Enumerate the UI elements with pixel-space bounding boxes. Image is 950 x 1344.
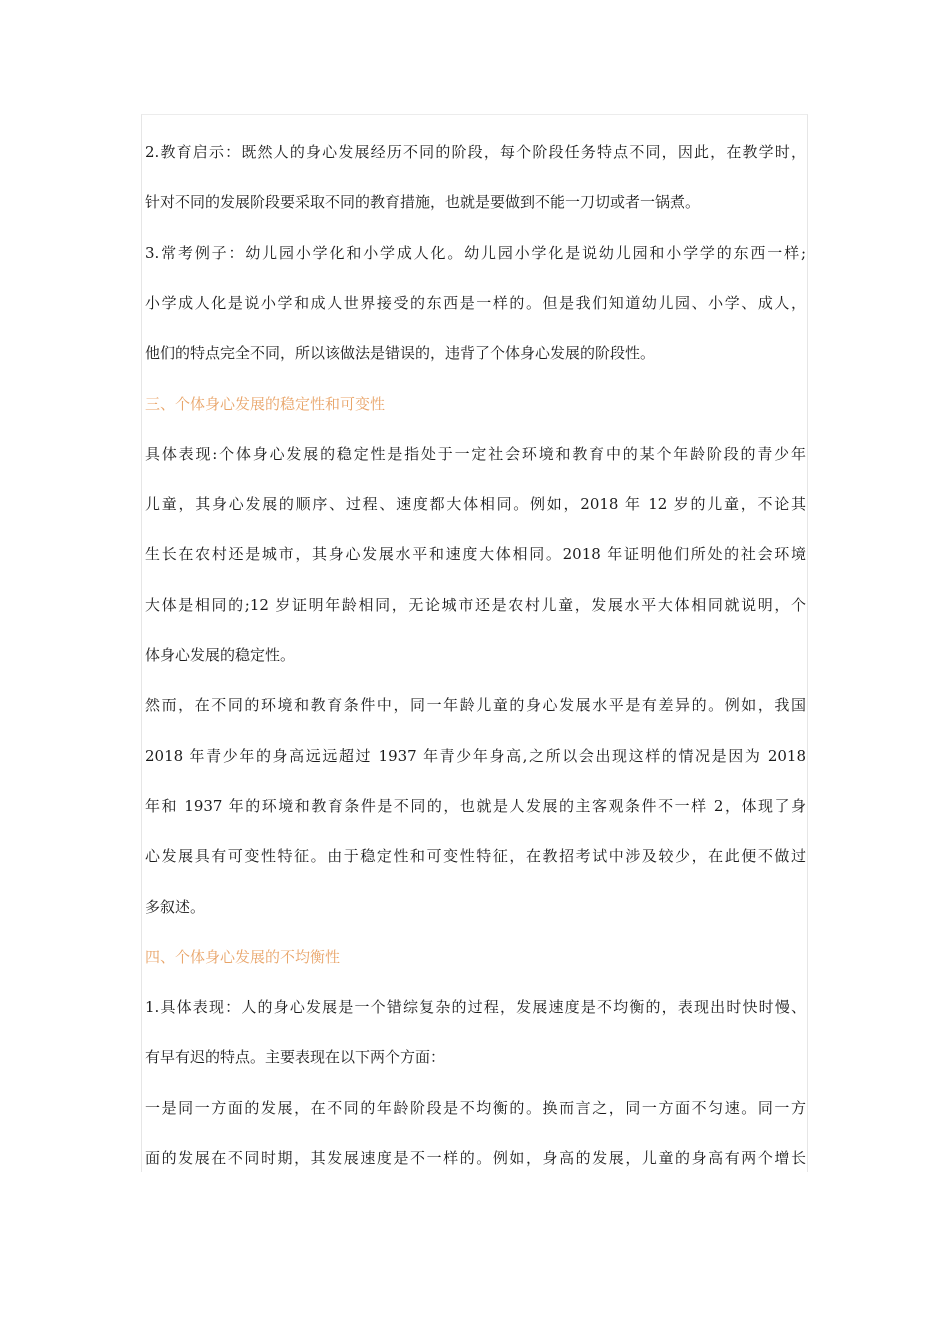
text-line-14: 年和 1937 年的环境和教育条件是不同的，也就是人发展的主客观条件不一样 2，体现了身 — [145, 797, 806, 815]
text-line-13: 2018 年青少年的身高远远超过 1937 年青少年身高,之所以会出现这样的情况是因为 2018 — [145, 747, 806, 765]
text-frame — [141, 114, 808, 1172]
text-line-4: 小学成人化是说小学和成人世界接受的东西是一样的。但是我们知道幼儿园、小学、成人， — [145, 294, 806, 312]
section-heading-3: 三、个体身心发展的稳定性和可变性 — [145, 395, 386, 413]
text-line-9: 生长在农村还是城市，其身心发展水平和速度大体相同。2018 年证明他们所处的社会环境 — [145, 545, 806, 563]
text-line-1: 2.教育启示：既然人的身心发展经历不同的阶段，每个阶段任务特点不同，因此，在教学时， — [145, 143, 806, 161]
text-line-12: 然而，在不同的环境和教育条件中，同一年龄儿童的身心发展水平是有差异的。例如，我国 — [145, 696, 806, 714]
text-line-2: 针对不同的发展阶段要采取不同的教育措施，也就是要做到不能一刀切或者一锅煮。 — [145, 193, 701, 211]
text-line-19: 有早有迟的特点。主要表现在以下两个方面： — [145, 1048, 446, 1066]
text-line-8: 儿童，其身心发展的顺序、过程、速度都大体相同。例如，2018 年 12 岁的儿童，不论其 — [145, 495, 806, 513]
text-line-18: 1.具体表现：人的身心发展是一个错综复杂的过程，发展速度是不均衡的，表现出时快时慢、 — [145, 998, 806, 1016]
text-line-16: 多叙述。 — [145, 898, 206, 916]
section-heading-4: 四、个体身心发展的不均衡性 — [145, 948, 341, 966]
text-line-15: 心发展具有可变性特征。由于稳定性和可变性特征，在教招考试中涉及较少，在此便不做过 — [145, 847, 806, 865]
text-line-3: 3.常考例子：幼儿园小学化和小学成人化。幼儿园小学化是说幼儿园和小学学的东西一样; — [145, 244, 806, 262]
text-line-11: 体身心发展的稳定性。 — [145, 646, 296, 664]
text-line-20: 一是同一方面的发展，在不同的年龄阶段是不均衡的。换而言之，同一方面不匀速。同一方 — [145, 1099, 806, 1117]
text-line-7: 具体表现:个体身心发展的稳定性是指处于一定社会环境和教育中的某个年龄阶段的青少年 — [145, 445, 806, 463]
text-line-21: 面的发展在不同时期，其发展速度是不一样的。例如，身高的发展，儿童的身高有两个增长 — [145, 1149, 806, 1167]
text-line-10: 大体是相同的;12 岁证明年龄相同，无论城市还是农村儿童，发展水平大体相同就说明，个 — [145, 596, 806, 614]
text-line-5: 他们的特点完全不同，所以该做法是错误的，违背了个体身心发展的阶段性。 — [145, 344, 656, 362]
